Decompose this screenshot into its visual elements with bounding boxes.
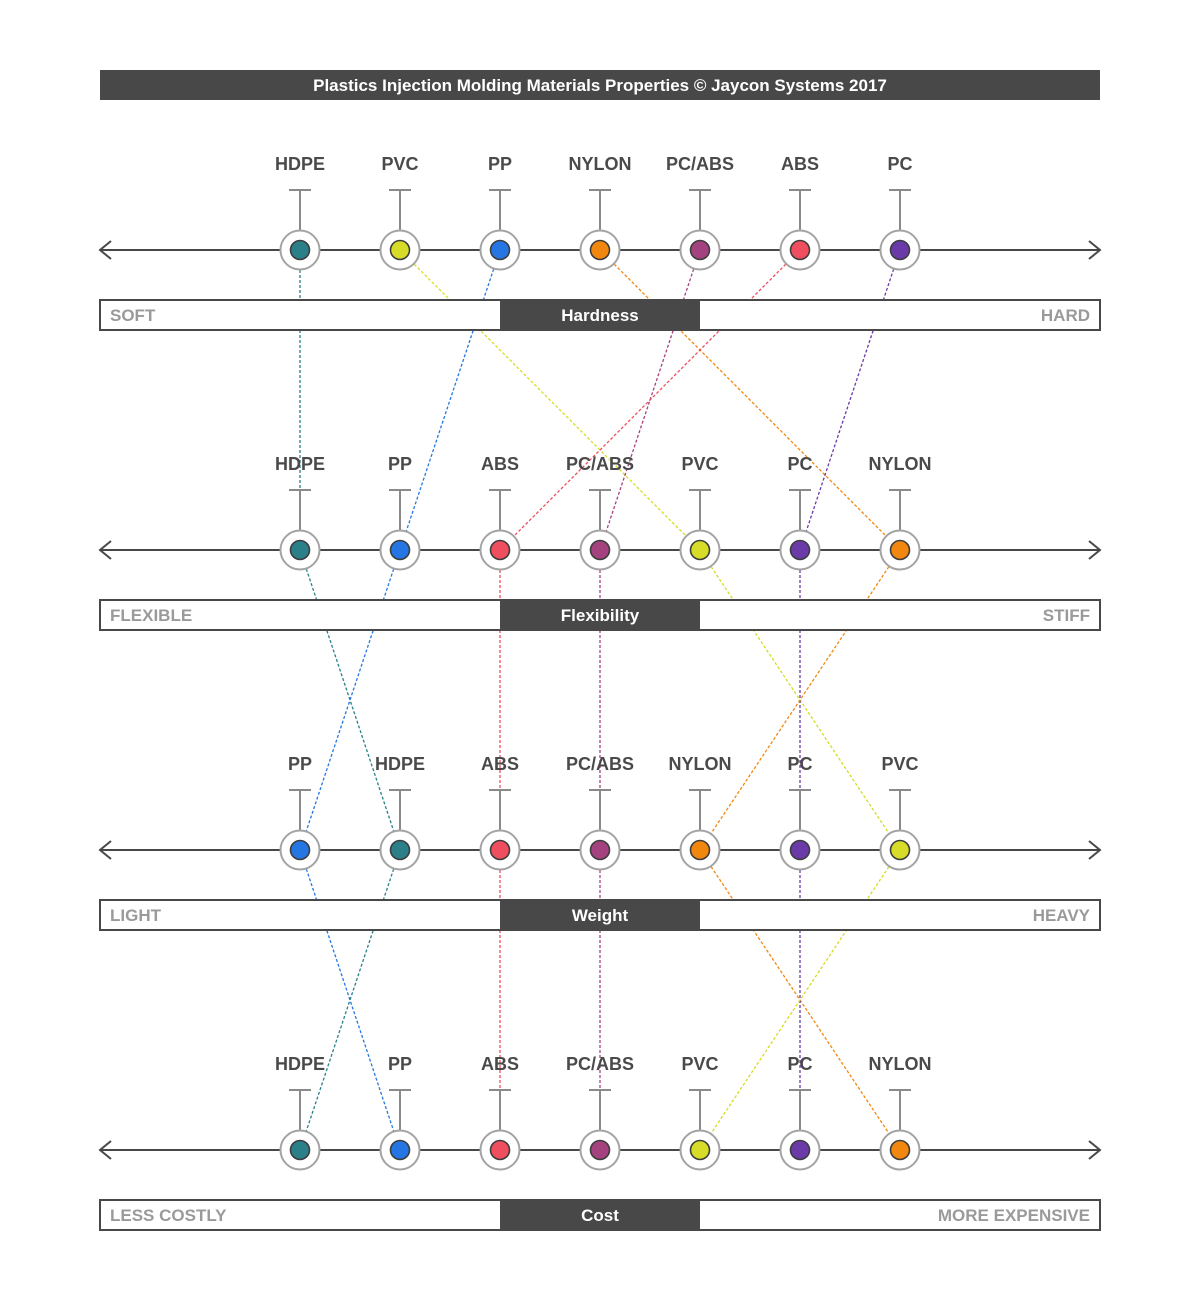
material-nylon xyxy=(569,154,632,270)
material-pc xyxy=(781,1054,820,1170)
material-pvc xyxy=(381,154,420,270)
scale-bar-weight xyxy=(100,900,1100,930)
material-label: PP xyxy=(487,154,513,174)
marker-dot xyxy=(491,841,510,860)
material-label: PVC xyxy=(681,454,719,474)
marker-dot xyxy=(891,241,910,260)
material-label: PVC xyxy=(681,1054,719,1074)
material-label: NYLON xyxy=(868,454,932,474)
scale-high-label: MORE EXPENSIVE xyxy=(937,1206,1090,1225)
material-label: PVC xyxy=(381,154,419,174)
scale-high-label: STIFF xyxy=(1042,606,1090,625)
marker-dot xyxy=(291,241,310,260)
title-bar xyxy=(100,70,1100,100)
material-label: NYLON xyxy=(868,1054,932,1074)
diagram-title: Plastics Injection Molding Materials Properties © Jaycon Systems 2017 xyxy=(313,76,887,95)
material-label: ABS xyxy=(480,454,520,474)
scale-bar-cost xyxy=(100,1200,1100,1230)
marker-dot xyxy=(491,541,510,560)
marker-dot xyxy=(391,541,410,560)
material-pvc xyxy=(681,454,720,570)
scale-property-name: Flexibility xyxy=(560,606,640,625)
marker-dot xyxy=(791,241,810,260)
material-nylon xyxy=(869,454,932,570)
marker-dot xyxy=(591,241,610,260)
material-abs xyxy=(481,754,520,870)
scale-high-label: HARD xyxy=(1040,306,1090,325)
connector-pvc-hardness-to-flexibility xyxy=(400,250,700,550)
marker-dot xyxy=(691,241,710,260)
material-label: PC xyxy=(787,454,813,474)
material-label: PC/ABS xyxy=(565,754,635,774)
scale-low-label: LESS COSTLY xyxy=(110,1206,227,1225)
marker-dot xyxy=(291,1141,310,1160)
connector-pc-hardness-to-flexibility xyxy=(800,250,900,550)
marker-dot xyxy=(491,1141,510,1160)
marker-dot xyxy=(691,1141,710,1160)
connector-abs-hardness-to-flexibility xyxy=(500,250,800,550)
material-pc xyxy=(781,454,820,570)
material-pp xyxy=(381,454,420,570)
marker-dot xyxy=(291,841,310,860)
material-label: HDPE xyxy=(274,1054,326,1074)
material-abs xyxy=(481,454,520,570)
marker-dot xyxy=(591,541,610,560)
connector-nylon-hardness-to-flexibility xyxy=(600,250,900,550)
scale-high-label: HEAVY xyxy=(1032,906,1090,925)
material-label: PVC xyxy=(881,754,919,774)
material-label: HDPE xyxy=(374,754,426,774)
material-hdpe xyxy=(275,454,325,570)
material-pvc xyxy=(881,754,920,870)
material-hdpe xyxy=(275,154,325,270)
scale-low-label: SOFT xyxy=(110,306,156,325)
material-pc-abs xyxy=(566,454,634,570)
connector-lines xyxy=(300,250,900,1150)
marker-dot xyxy=(591,1141,610,1160)
material-label: NYLON xyxy=(568,154,632,174)
material-nylon xyxy=(669,754,732,870)
material-label: PC xyxy=(787,1054,813,1074)
material-pc-abs xyxy=(666,154,734,270)
marker-dot xyxy=(891,541,910,560)
material-label: ABS xyxy=(480,754,520,774)
material-pvc xyxy=(681,1054,720,1170)
scale-property-name: Hardness xyxy=(561,306,639,325)
material-pp xyxy=(481,154,520,270)
marker-dot xyxy=(391,241,410,260)
material-label: ABS xyxy=(480,1054,520,1074)
marker-dot xyxy=(691,841,710,860)
material-label: NYLON xyxy=(668,754,732,774)
material-label: PC/ABS xyxy=(565,454,635,474)
material-label: HDPE xyxy=(274,154,326,174)
material-hdpe xyxy=(375,754,425,870)
scale-property-name: Cost xyxy=(581,1206,619,1225)
material-abs xyxy=(481,1054,520,1170)
marker-dot xyxy=(791,841,810,860)
marker-dot xyxy=(791,541,810,560)
material-abs xyxy=(781,154,820,270)
marker-dot xyxy=(791,1141,810,1160)
marker-dot xyxy=(391,1141,410,1160)
scale-low-label: LIGHT xyxy=(110,906,161,925)
marker-dot xyxy=(891,841,910,860)
row-flexibility xyxy=(100,454,1100,630)
marker-dot xyxy=(591,841,610,860)
material-pc xyxy=(781,754,820,870)
scale-property-name: Weight xyxy=(571,906,629,925)
material-pc xyxy=(881,154,920,270)
material-label: PC xyxy=(787,754,813,774)
marker-dot xyxy=(391,841,410,860)
material-label: PP xyxy=(287,754,313,774)
marker-dot xyxy=(691,541,710,560)
connector-pp-hardness-to-flexibility xyxy=(400,250,500,550)
material-pp xyxy=(381,1054,420,1170)
material-label: PC/ABS xyxy=(565,1054,635,1074)
material-pp xyxy=(281,754,320,870)
material-label: HDPE xyxy=(274,454,326,474)
scale-low-label: FLEXIBLE xyxy=(110,606,193,625)
marker-dot xyxy=(891,1141,910,1160)
marker-dot xyxy=(491,241,510,260)
material-label: PC xyxy=(887,154,913,174)
material-label: ABS xyxy=(780,154,820,174)
scale-bar-flexibility xyxy=(100,600,1100,630)
material-label: PP xyxy=(387,454,413,474)
material-label: PC/ABS xyxy=(665,154,735,174)
material-label: PP xyxy=(387,1054,413,1074)
scale-bar-hardness xyxy=(100,300,1100,330)
marker-dot xyxy=(291,541,310,560)
material-nylon xyxy=(869,1054,932,1170)
material-hdpe xyxy=(275,1054,325,1170)
material-pc-abs xyxy=(566,754,634,870)
material-pc-abs xyxy=(566,1054,634,1170)
row-hardness xyxy=(100,154,1100,330)
